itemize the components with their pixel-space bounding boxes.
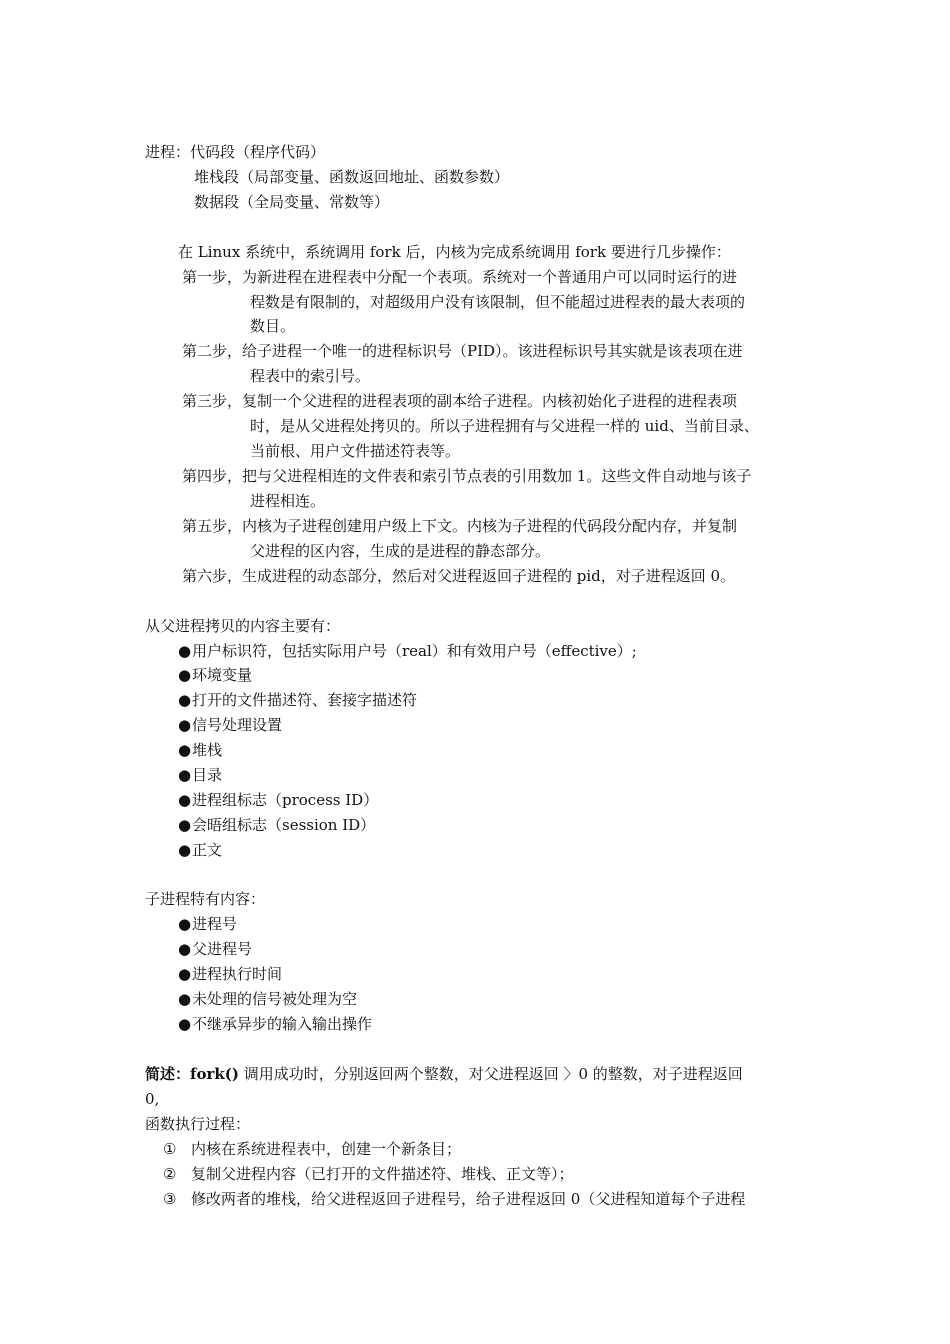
bullet-icon: ● — [178, 990, 192, 1008]
bullet-icon: ● — [178, 741, 192, 759]
step-4-line-1: 第四步，把与父进程相连的文件表和索引节点表的引用数加 1。这些文件自动地与该子 — [182, 467, 752, 485]
step-4-line-2: 进程相连。 — [250, 492, 326, 510]
process-segment-line: 数据段（全局变量、常数等） — [194, 193, 390, 211]
step-5-line-1: 第五步，内核为子进程创建用户级上下文。内核为子进程的代码段分配内存，并复制 — [182, 517, 738, 535]
list-item: ●未处理的信号被处理为空 — [178, 987, 357, 1011]
list-item: ●打开的文件描述符、套接字描述符 — [178, 688, 417, 712]
summary-line — [145, 1062, 743, 1086]
step-2-line-2: 程表中的索引号。 — [250, 367, 371, 385]
summary-label: 简述：fork() — [145, 1065, 239, 1083]
bullet-icon: ● — [178, 642, 192, 660]
step-3-line-2: 时，是从父进程处拷贝的。所以子进程拥有与父进程一样的 uid、当前目录、 — [250, 417, 759, 435]
bullet-icon: ● — [178, 940, 192, 958]
exec-item: ③ 修改两者的堆栈，给父进程返回子进程号，给子进程返回 0（父进程知道每个子进程 — [163, 1187, 745, 1211]
list-item: ●用户标识符，包括实际用户号（real）和有效用户号（effective）; — [178, 639, 637, 663]
list-item: ●信号处理设置 — [178, 713, 282, 737]
exec-marker: ① — [163, 1140, 177, 1158]
process-segment-line: 进程：代码段（程序代码） — [145, 143, 326, 161]
list-item: ●会晤组标志（session ID） — [178, 813, 375, 837]
copied-heading: 从父进程拷贝的内容主要有： — [145, 617, 341, 635]
child-heading: 子进程特有内容： — [145, 890, 266, 908]
step-3-line-1: 第三步，复制一个父进程的进程表项的副本给子进程。内核初始化子进程的进程表项 — [182, 392, 738, 410]
bullet-icon: ● — [178, 716, 192, 734]
list-item: ●目录 — [178, 763, 222, 787]
list-item: ●进程执行时间 — [178, 962, 282, 986]
list-item: ●堆栈 — [178, 738, 222, 762]
bullet-icon: ● — [178, 915, 192, 933]
bullet-icon: ● — [178, 841, 192, 859]
list-item: ●进程号 — [178, 912, 237, 936]
exec-marker: ② — [163, 1165, 177, 1183]
list-item: ●环境变量 — [178, 663, 252, 687]
step-5-line-2: 父进程的区内容，生成的是进程的静态部分。 — [250, 542, 551, 560]
exec-heading: 函数执行过程： — [145, 1115, 251, 1133]
bullet-icon: ● — [178, 965, 192, 983]
bullet-icon: ● — [178, 1015, 192, 1033]
fork-intro: 在 Linux 系统中，系统调用 fork 后，内核为完成系统调用 fork 要进行几步操作： — [178, 243, 731, 261]
list-item: ●进程组标志（process ID） — [178, 788, 378, 812]
list-item: ●父进程号 — [178, 937, 252, 961]
bullet-icon: ● — [178, 816, 192, 834]
step-1-line-2: 程数是有限制的，对超级用户没有该限制，但不能超过进程表的最大表项的 — [250, 293, 746, 311]
bullet-icon: ● — [178, 691, 192, 709]
bullet-icon: ● — [178, 766, 192, 784]
exec-item: ② 复制父进程内容（已打开的文件描述符、堆栈、正文等）； — [163, 1162, 574, 1186]
process-segment-line: 堆栈段（局部变量、函数返回地址、函数参数） — [194, 168, 510, 186]
summary-text: 调用成功时，分别返回两个整数，对父进程返回 〉0 的整数，对子进程返回 — [238, 1065, 743, 1083]
exec-item: ① 内核在系统进程表中，创建一个新条目； — [163, 1137, 461, 1161]
bullet-icon: ● — [178, 791, 192, 809]
step-1-line-1: 第一步，为新进程在进程表中分配一个表项。系统对一个普通用户可以同时运行的进 — [182, 268, 738, 286]
step-2-line-1: 第二步，给子进程一个唯一的进程标识号（PID）。该进程标识号其实就是该表项在进 — [182, 342, 743, 360]
summary-continuation: 0, — [145, 1090, 160, 1108]
exec-marker: ③ — [163, 1190, 177, 1208]
step-6-line-1: 第六步，生成进程的动态部分，然后对父进程返回子进程的 pid，对子进程返回 0。 — [182, 567, 736, 585]
step-3-line-3: 当前根、用户文件描述符表等。 — [250, 442, 461, 460]
step-1-line-3: 数目。 — [250, 317, 296, 335]
list-item: ●正文 — [178, 838, 222, 862]
list-item: ●不继承异步的输入输出操作 — [178, 1012, 372, 1036]
bullet-icon: ● — [178, 666, 192, 684]
